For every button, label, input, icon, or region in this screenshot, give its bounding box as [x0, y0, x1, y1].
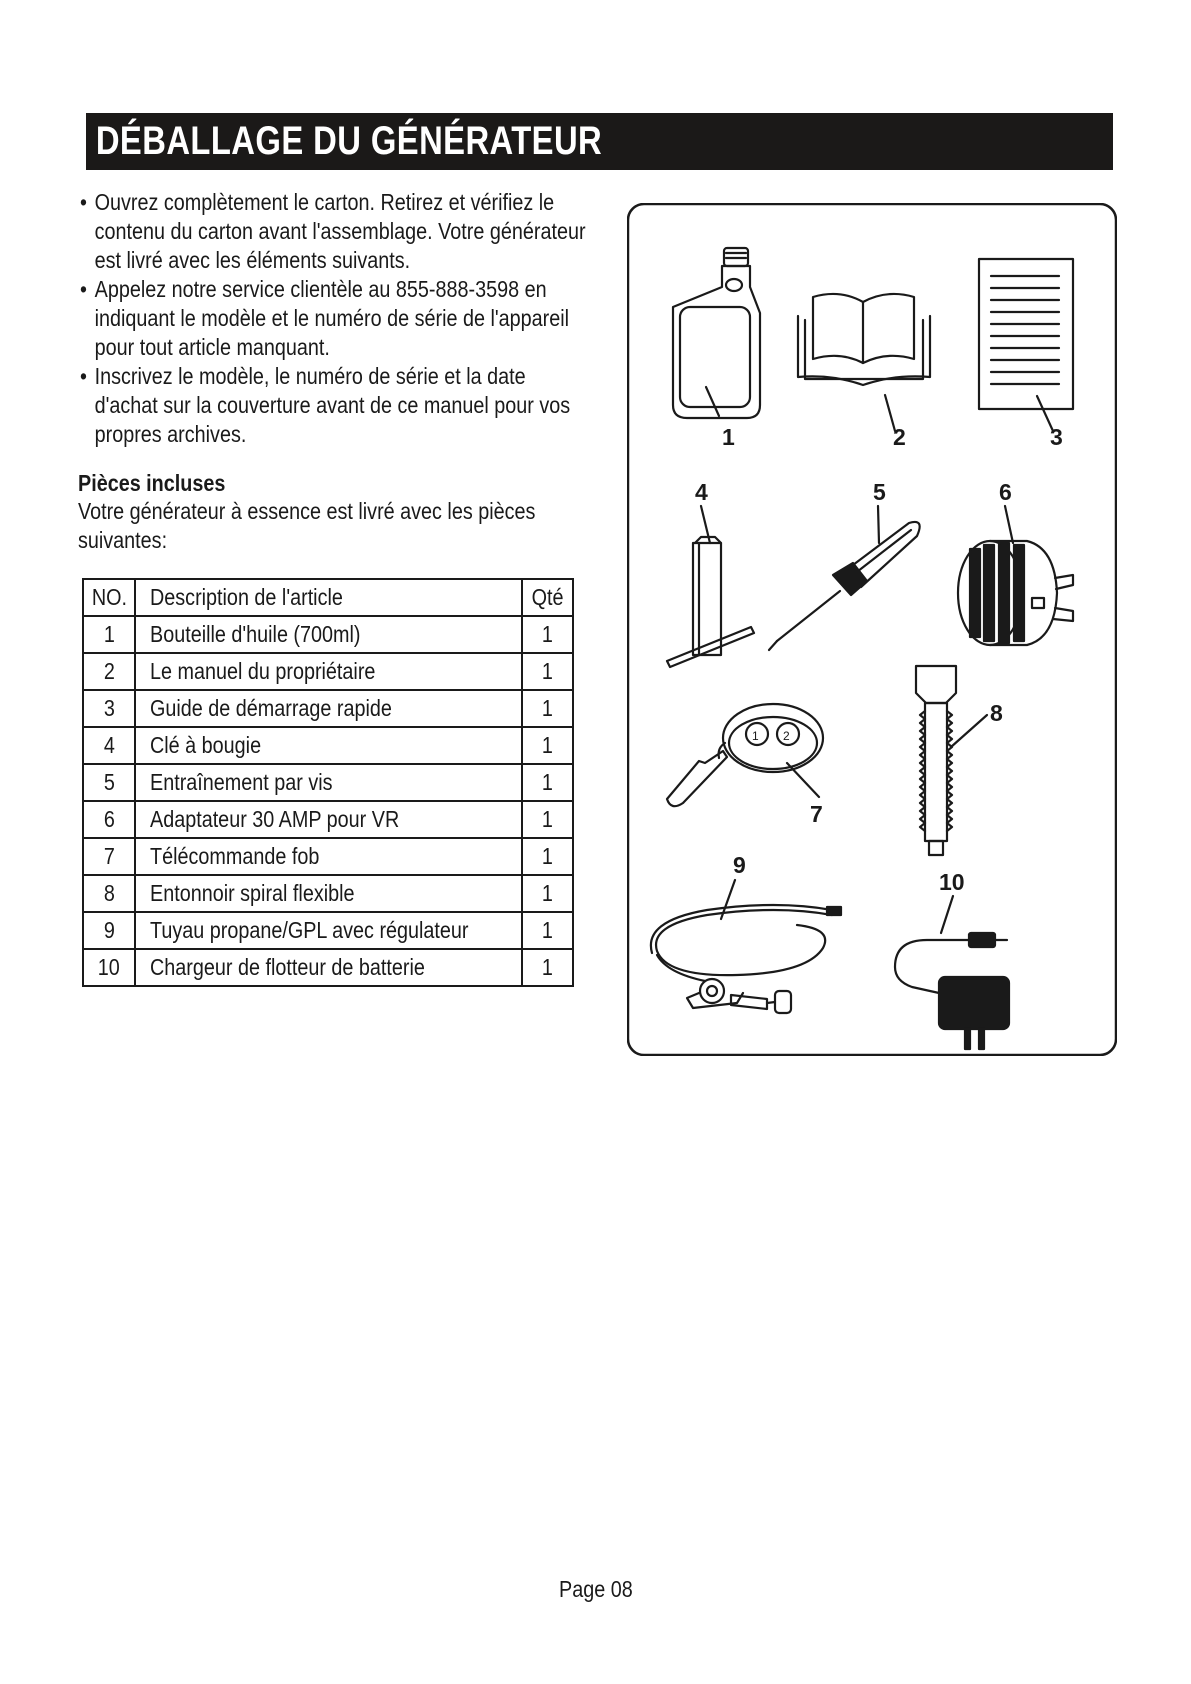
cell-no: 2	[83, 653, 135, 690]
cell-description: Télécommande fob	[135, 838, 521, 875]
table-row	[83, 653, 573, 690]
callout-3: 3	[1050, 424, 1063, 450]
cell-description: Adaptateur 30 AMP pour VR	[135, 801, 521, 838]
callout-2: 2	[893, 424, 906, 450]
cell-description: Bouteille d'huile (700ml)	[135, 616, 521, 653]
cell-qty: 1	[522, 949, 573, 986]
cell-no: 4	[83, 727, 135, 764]
section-title: Pièces incluses	[78, 470, 226, 496]
cell-description: Entonnoir spiral flexible	[135, 875, 521, 912]
cell-description: Le manuel du propriétaire	[135, 653, 521, 690]
table-row	[83, 616, 573, 653]
header-description: Description de l'article	[135, 579, 521, 616]
cell-description: Guide de démarrage rapide	[135, 690, 521, 727]
header-qty: Qté	[522, 579, 573, 616]
remote-fob-icon	[667, 704, 823, 806]
table-row	[83, 875, 573, 912]
cell-qty: 1	[522, 653, 573, 690]
page-title: DÉBALLAGE DU GÉNÉRATEUR	[95, 119, 603, 163]
table-row	[83, 912, 573, 949]
propane-hose-icon	[651, 880, 841, 1013]
callout-7: 7	[810, 801, 823, 827]
cell-qty: 1	[522, 727, 573, 764]
flexible-funnel-icon	[916, 666, 987, 855]
cell-description: Entraînement par vis	[135, 764, 521, 801]
cell-no: 3	[83, 690, 135, 727]
screwdriver-icon	[769, 506, 920, 650]
cell-qty: 1	[522, 764, 573, 801]
cell-qty: 1	[522, 912, 573, 949]
instruction-list	[80, 188, 600, 449]
cell-no: 10	[83, 949, 135, 986]
callout-1: 1	[722, 424, 735, 450]
included-parts-illustration	[627, 203, 1117, 1056]
table-row	[83, 727, 573, 764]
battery-charger-icon	[895, 896, 1009, 1049]
table-row	[83, 949, 573, 986]
quick-start-guide-icon	[979, 259, 1073, 431]
cell-no: 6	[83, 801, 135, 838]
cell-qty: 1	[522, 838, 573, 875]
table-row	[83, 690, 573, 727]
parts-table	[82, 578, 574, 987]
cell-qty: 1	[522, 690, 573, 727]
instruction-item: • Inscrivez le modèle, le numéro de série et la date d'achat sur la couverture avant de ce manuel pour vos propres archives.	[80, 362, 593, 449]
cell-no: 1	[83, 616, 135, 653]
page-footer	[0, 1576, 1191, 1603]
callout-10: 10	[939, 869, 965, 895]
section-intro: Votre générateur à essence est livré avec les pièces suivantes:	[78, 498, 536, 553]
cell-qty: 1	[522, 875, 573, 912]
cell-description: Chargeur de flotteur de batterie	[135, 949, 521, 986]
cell-description: Tuyau propane/GPL avec régulateur	[135, 912, 521, 949]
cell-no: 8	[83, 875, 135, 912]
header-no: NO.	[83, 579, 135, 616]
table-header-row	[83, 579, 573, 616]
callout-8: 8	[990, 700, 1003, 726]
table-row	[83, 764, 573, 801]
remote-button-2: 2	[783, 729, 790, 743]
callout-9: 9	[733, 852, 746, 878]
cell-no: 7	[83, 838, 135, 875]
spark-plug-wrench-icon	[667, 506, 754, 667]
cell-qty: 1	[522, 801, 573, 838]
title-banner	[86, 113, 1113, 170]
cell-no: 9	[83, 912, 135, 949]
callout-5: 5	[873, 479, 886, 505]
figure-frame	[628, 204, 1116, 1055]
rv-adapter-icon	[958, 506, 1073, 645]
table-row	[83, 801, 573, 838]
remote-button-1: 1	[752, 729, 759, 743]
callout-4: 4	[695, 479, 708, 505]
cell-qty: 1	[522, 616, 573, 653]
cell-description: Clé à bougie	[135, 727, 521, 764]
oil-bottle-icon	[673, 248, 760, 418]
instruction-item: • Appelez notre service clientèle au 855-888-3598 en indiquant le modèle et le numéro de série de l'appareil pour tout article manquant.	[80, 275, 593, 362]
page-number: Page 08	[558, 1576, 633, 1602]
callout-6: 6	[999, 479, 1012, 505]
instruction-item: • Ouvrez complètement le carton. Retirez et vérifiez le contenu du carton avant l'assemblage. Votre générateur est livré avec les éléments suivants.	[80, 188, 593, 275]
table-row	[83, 838, 573, 875]
cell-no: 5	[83, 764, 135, 801]
